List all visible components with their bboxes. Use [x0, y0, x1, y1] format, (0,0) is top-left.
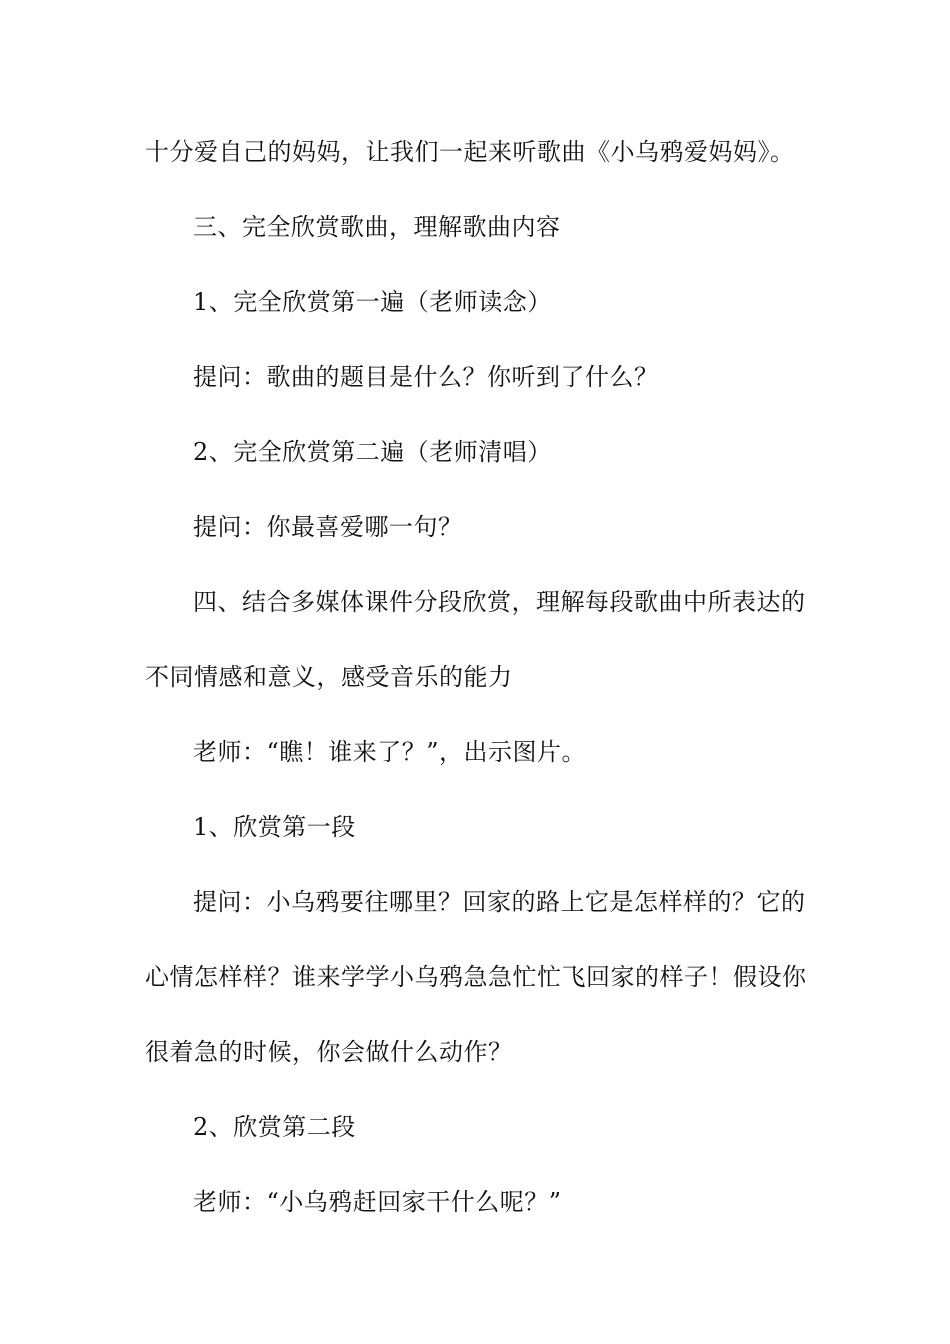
- paragraph-line: 很着急的时候，你会做什么动作？: [145, 1038, 513, 1066]
- paragraph-line: 提问：歌曲的题目是什么？你听到了什么？: [193, 363, 659, 391]
- section-heading: 三、完全欣赏歌曲，理解歌曲内容: [193, 213, 561, 241]
- list-item: 2、欣赏第二段: [193, 1113, 356, 1141]
- list-item: 2、完全欣赏第二遍（老师清唱）: [193, 438, 552, 466]
- paragraph-line: 提问：你最喜爱哪一句？: [193, 513, 463, 541]
- paragraph-line: 心情怎样样？谁来学学小乌鸦急急忙忙飞回家的样子！假设你: [145, 963, 807, 991]
- paragraph-line: 十分爱自己的妈妈，让我们一起来听歌曲《小乌鸦爱妈妈》。: [145, 138, 795, 166]
- paragraph-line: 老师：“小乌鸦赶回家干什么呢？”: [193, 1188, 562, 1216]
- paragraph-line: 老师：“瞧！谁来了？”，出示图片。: [193, 738, 587, 766]
- list-item: 1、欣赏第一段: [193, 813, 356, 841]
- list-item: 1、完全欣赏第一遍（老师读念）: [193, 288, 552, 316]
- paragraph-line: 不同情感和意义，感受音乐的能力: [145, 663, 513, 691]
- paragraph-line: 提问：小乌鸦要往哪里？回家的路上它是怎样样的？它的: [193, 888, 806, 916]
- section-heading: 四、结合多媒体课件分段欣赏，理解每段歌曲中所表达的: [193, 588, 806, 616]
